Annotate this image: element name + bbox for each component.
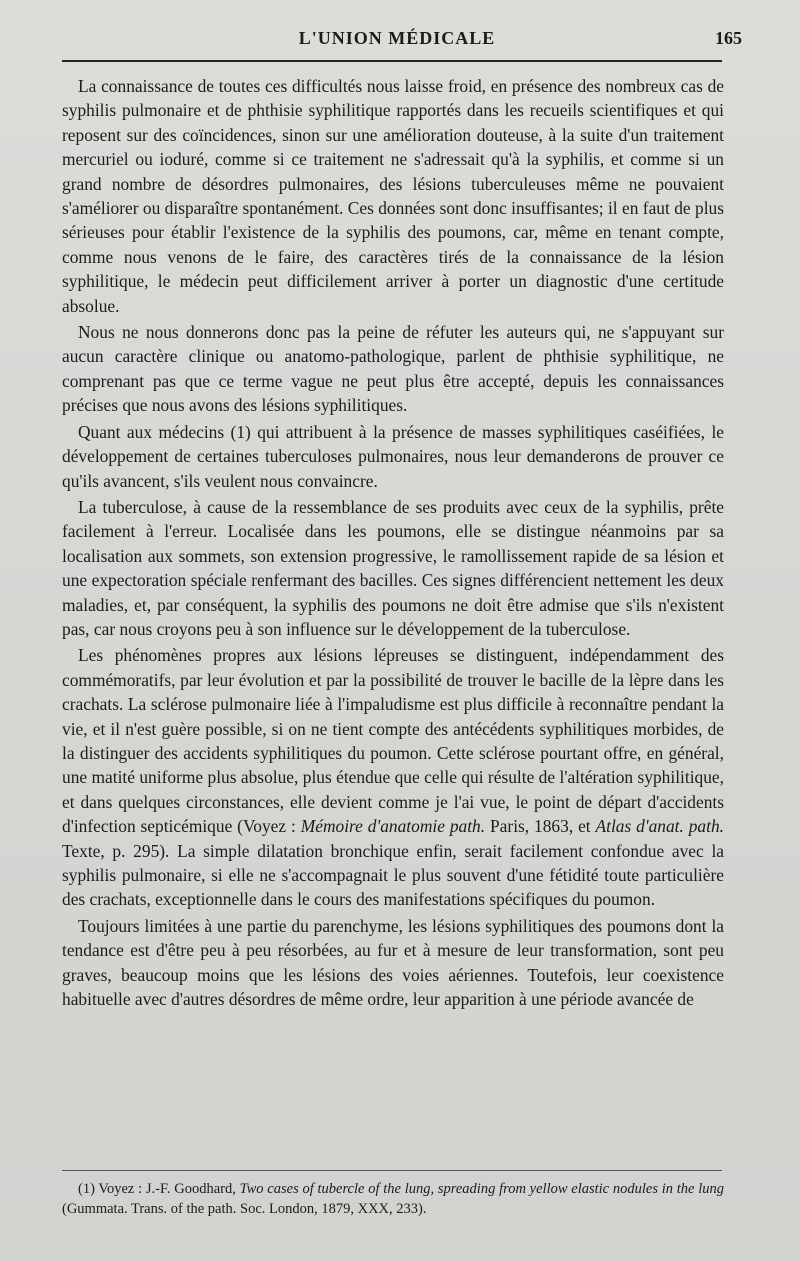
- paragraph-2: Nous ne nous donnerons donc pas la peine de réfuter les auteurs qui, ne s'appuyant sur aucun caractère clinique ou anatomo-pathologique, parlent de phthisie syphilitique, ne comprenant pas que ce terme vague ne peut plus être accepté, depuis les connaissances précises que nous avons des lésions syphilitiques.: [62, 322, 724, 416]
- paragraph-5-start: Les phénomènes propres aux lésions lépreuses se distinguent, indépendamment des commémoratifs, par leur évolution et par la possibilité de trouver le bacille de la lèpre dans les crachats. La sclérose pulmonaire liée à l'impaludisme est plus difficile à reconnaître pendant la vie, et il n'est guère possible, si on ne tient compte des antécédents syphilitiques morbides, de la distinguer des accidents syphilitiques du poumon. Cette sclérose pourtant offre, en général, une matité uniforme plus absolue, plus étendue que celle qui résulte de l'altération syphilitique, et dans quelques circonstances, elle devient comme je l'ai vue, le point de départ d'accidents d'infection septicémique (Voyez :: [62, 645, 724, 837]
- body-text: [62, 74, 724, 1013]
- page-number: 165: [715, 28, 742, 48]
- footnote-lead: (1) Voyez : J.-F. Goodhard,: [78, 1181, 240, 1197]
- paragraph-4: La tuberculose, à cause de la ressemblance de ses produits avec ceux de la syphilis, prête facilement à l'erreur. Localisée dans les poumons, elle se distingue néanmoins par sa localisation aux sommets, son extension progressive, le ramollissement rapide de sa lésion et une expectoration spéciale renfermant des bacilles. Ces signes différencient nettement les deux maladies, et, par conséquent, la syphilis des poumons ne doit être admise que s'ils n'existent pas, car nous croyons peu à son influence sur le développement de la tuberculose.: [62, 496, 724, 639]
- page-header: [62, 28, 742, 58]
- footnote-rule: [62, 1170, 722, 1171]
- footnote-italic: Two cases of tubercle of the lung, spreading from yellow elastic nodules in the lung: [239, 1181, 724, 1197]
- paragraph-5: [62, 643, 724, 911]
- paragraph-5-italic-1: Mémoire d'anatomie path.: [300, 816, 486, 837]
- paragraph-5-end: Texte, p. 295). La simple dilatation bronchique enfin, serait facilement confondue avec la syphilis pulmonaire, si elle ne s'accompagnait le plus souvent d'une fétidité toute particulière des crachats, exceptionnelle dans le cours des manifestations spécifiques du poumon.: [62, 840, 724, 910]
- paragraph-1: La connaissance de toutes ces difficultés nous laisse froid, en présence des nombreux cas de syphilis pulmonaire et de phthisie syphilitique rapportés dans les recueils scientifiques et qui reposent sur des coïncidences, sinon sur une amélioration douteuse, à la suite d'un traitement mercuriel ou ioduré, comme si ce traitement ne s'adressait qu'à la syphilis, et comme si un grand nombre de désordres pulmonaires, des lésions tuberculeuses même ne pouvaient s'améliorer ou disparaître spontanément. Ces données sont donc insuffisantes; il en faut de plus sérieuses pour établir l'existence de la syphilis des poumons, car, même en tenant compte, comme nous venons de le faire, des caractères tirés de la connaissance de la lésion syphilitique, le médecin peut difficilement arriver à porter un diagnostic d'une certitude absolue.: [62, 76, 724, 316]
- footnote-text: [62, 1179, 724, 1219]
- header-rule: [62, 60, 722, 62]
- running-title: L'UNION MÉDICALE: [298, 28, 496, 48]
- footnote-tail: (Gummata. Trans. of the path. Soc. London, 1879, XXX, 233).: [62, 1201, 427, 1217]
- paragraph-5-italic-2: Atlas d'anat. path.: [595, 816, 725, 837]
- paragraph-3: Quant aux médecins (1) qui attribuent à la présence de masses syphilitiques caséifiées, le développement de certaines tuberculoses pulmonaires, nous leur demanderons de prouver ce qu'ils avancent, s'ils veulent nous convaincre.: [62, 421, 724, 491]
- paragraph-5-mid: Paris, 1863, et: [485, 816, 596, 837]
- paragraph-6: Toujours limitées à une partie du parenchyme, les lésions syphilitiques des poumons dont la tendance est d'être peu à peu résorbées, au fur et à mesure de leur transformation, sont peu graves, beaucoup moins que les lésions des voies aériennes. Toutefois, leur coexistence habituelle avec d'autres désordres de même ordre, leur apparition à une période avancée de: [62, 915, 724, 1010]
- footnote: [62, 1179, 724, 1219]
